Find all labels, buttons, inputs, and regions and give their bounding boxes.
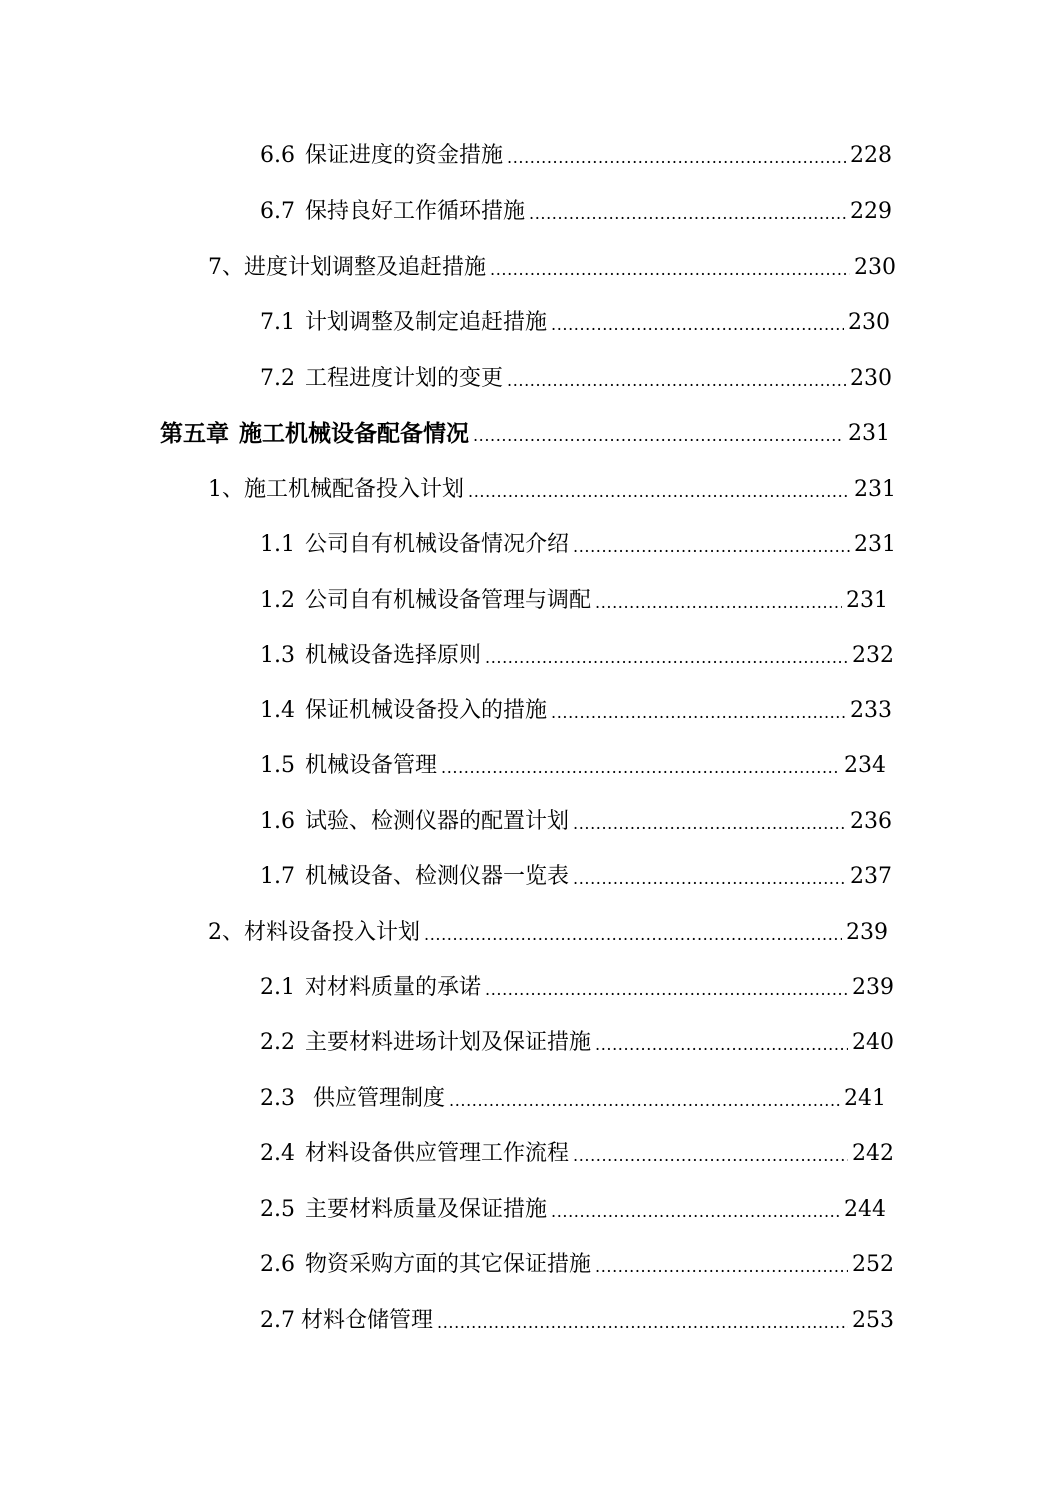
dot-leader — [551, 691, 846, 731]
toc-entry-1-7[interactable] — [260, 857, 892, 897]
toc-page-number: 232 — [852, 643, 894, 668]
toc-entry-7[interactable] — [208, 248, 896, 288]
toc-entry-title: 1.7 机械设备、检测仪器一览表 — [260, 864, 570, 889]
toc-entry-title: 2.6 物资采购方面的其它保证措施 — [260, 1252, 592, 1277]
dot-leader — [595, 1245, 848, 1285]
toc-entry-title: 2.4 材料设备供应管理工作流程 — [260, 1141, 570, 1166]
toc-page-number: 236 — [850, 809, 892, 834]
toc-page-number: 231 — [854, 477, 896, 502]
dot-leader — [551, 303, 844, 343]
toc-page-number: 230 — [854, 255, 896, 280]
dot-leader — [473, 414, 844, 454]
toc-entry-title: 7、进度计划调整及追赶措施 — [208, 255, 487, 280]
toc-entry-2-1[interactable] — [260, 968, 894, 1008]
toc-page-number: 253 — [852, 1308, 894, 1333]
toc-entry-6-7[interactable] — [260, 192, 892, 232]
toc-page-number: 234 — [844, 753, 886, 778]
dot-leader — [507, 359, 846, 399]
toc-entry-1-2[interactable] — [260, 581, 888, 621]
toc-page-number: 239 — [846, 920, 888, 945]
toc-page-number: 233 — [850, 698, 892, 723]
toc-entry-7-2[interactable] — [260, 359, 892, 399]
toc-page-number: 242 — [852, 1141, 894, 1166]
toc-entry-title: 7.1 计划调整及制定追赶措施 — [260, 310, 548, 335]
toc-entry-title: 2.5 主要材料质量及保证措施 — [260, 1197, 548, 1222]
dot-leader — [490, 248, 850, 288]
dot-leader — [595, 581, 842, 621]
toc-entry-title: 1.5 机械设备管理 — [260, 753, 438, 778]
toc-entry-title: 1.4 保证机械设备投入的措施 — [260, 698, 548, 723]
toc-page-number: 229 — [850, 199, 892, 224]
toc-entry-title: 1.1 公司自有机械设备情况介绍 — [260, 532, 570, 557]
toc-entry-title: 6.6 保证进度的资金措施 — [260, 143, 504, 168]
toc-entry-1-5[interactable] — [260, 746, 886, 786]
toc-entry-title: 2.7 材料仓储管理 — [260, 1308, 434, 1333]
toc-page-number: 230 — [850, 366, 892, 391]
toc-page-number: 228 — [850, 143, 892, 168]
toc-page-number: 241 — [844, 1086, 886, 1111]
toc-page-number: 231 — [848, 421, 890, 446]
toc-entry-title: 6.7 保持良好工作循环措施 — [260, 199, 526, 224]
toc-entry-title: 1.6 试验、检测仪器的配置计划 — [260, 809, 570, 834]
toc-entry-2-6[interactable] — [260, 1245, 894, 1285]
toc-chapter-5[interactable] — [160, 414, 890, 454]
dot-leader — [573, 525, 850, 565]
dot-leader — [573, 1134, 848, 1174]
toc-page-number: 231 — [846, 588, 888, 613]
toc-entry-2-3[interactable] — [260, 1079, 886, 1119]
toc-entry-1[interactable] — [208, 470, 896, 510]
dot-leader — [485, 968, 848, 1008]
toc-entry-2[interactable] — [208, 913, 888, 953]
dot-leader — [441, 746, 840, 786]
dot-leader — [468, 470, 850, 510]
toc-page-number: 239 — [852, 975, 894, 1000]
dot-leader — [529, 192, 846, 232]
toc-entry-2-4[interactable] — [260, 1134, 894, 1174]
toc-page-number: 252 — [852, 1252, 894, 1277]
toc-page-number: 231 — [854, 532, 896, 557]
toc-entry-1-3[interactable] — [260, 636, 894, 676]
toc-page-number: 230 — [848, 310, 890, 335]
toc-entry-title: 2.1 对材料质量的承诺 — [260, 975, 482, 1000]
toc-entry-7-1[interactable] — [260, 303, 890, 343]
dot-leader — [507, 136, 846, 176]
toc-entry-title: 1.2 公司自有机械设备管理与调配 — [260, 588, 592, 613]
toc-entry-title: 2.3 供应管理制度 — [260, 1086, 446, 1111]
toc-entry-title: 2.2 主要材料进场计划及保证措施 — [260, 1030, 592, 1055]
toc-entry-1-1[interactable] — [260, 525, 896, 565]
dot-leader — [485, 636, 848, 676]
toc-entry-title: 2、材料设备投入计划 — [208, 920, 421, 945]
toc-entry-2-2[interactable] — [260, 1023, 894, 1063]
dot-leader — [449, 1079, 840, 1119]
dot-leader — [595, 1023, 848, 1063]
toc-entry-2-5[interactable] — [260, 1190, 886, 1230]
dot-leader — [573, 802, 846, 842]
toc-page-number: 244 — [844, 1197, 886, 1222]
dot-leader — [573, 857, 846, 897]
toc-page-number: 237 — [850, 864, 892, 889]
toc-entry-2-7[interactable] — [260, 1301, 894, 1341]
toc-chapter-title: 第五章 施工机械设备配备情况 — [160, 421, 469, 447]
dot-leader — [424, 913, 842, 953]
toc-entry-title: 7.2 工程进度计划的变更 — [260, 366, 504, 391]
toc-entry-1-6[interactable] — [260, 802, 892, 842]
toc-entry-title: 1、施工机械配备投入计划 — [208, 477, 465, 502]
dot-leader — [551, 1190, 840, 1230]
toc-entry-title: 1.3 机械设备选择原则 — [260, 643, 482, 668]
toc-entry-1-4[interactable] — [260, 691, 892, 731]
toc-entry-6-6[interactable] — [260, 136, 892, 176]
toc-page-number: 240 — [852, 1030, 894, 1055]
dot-leader — [437, 1301, 848, 1341]
